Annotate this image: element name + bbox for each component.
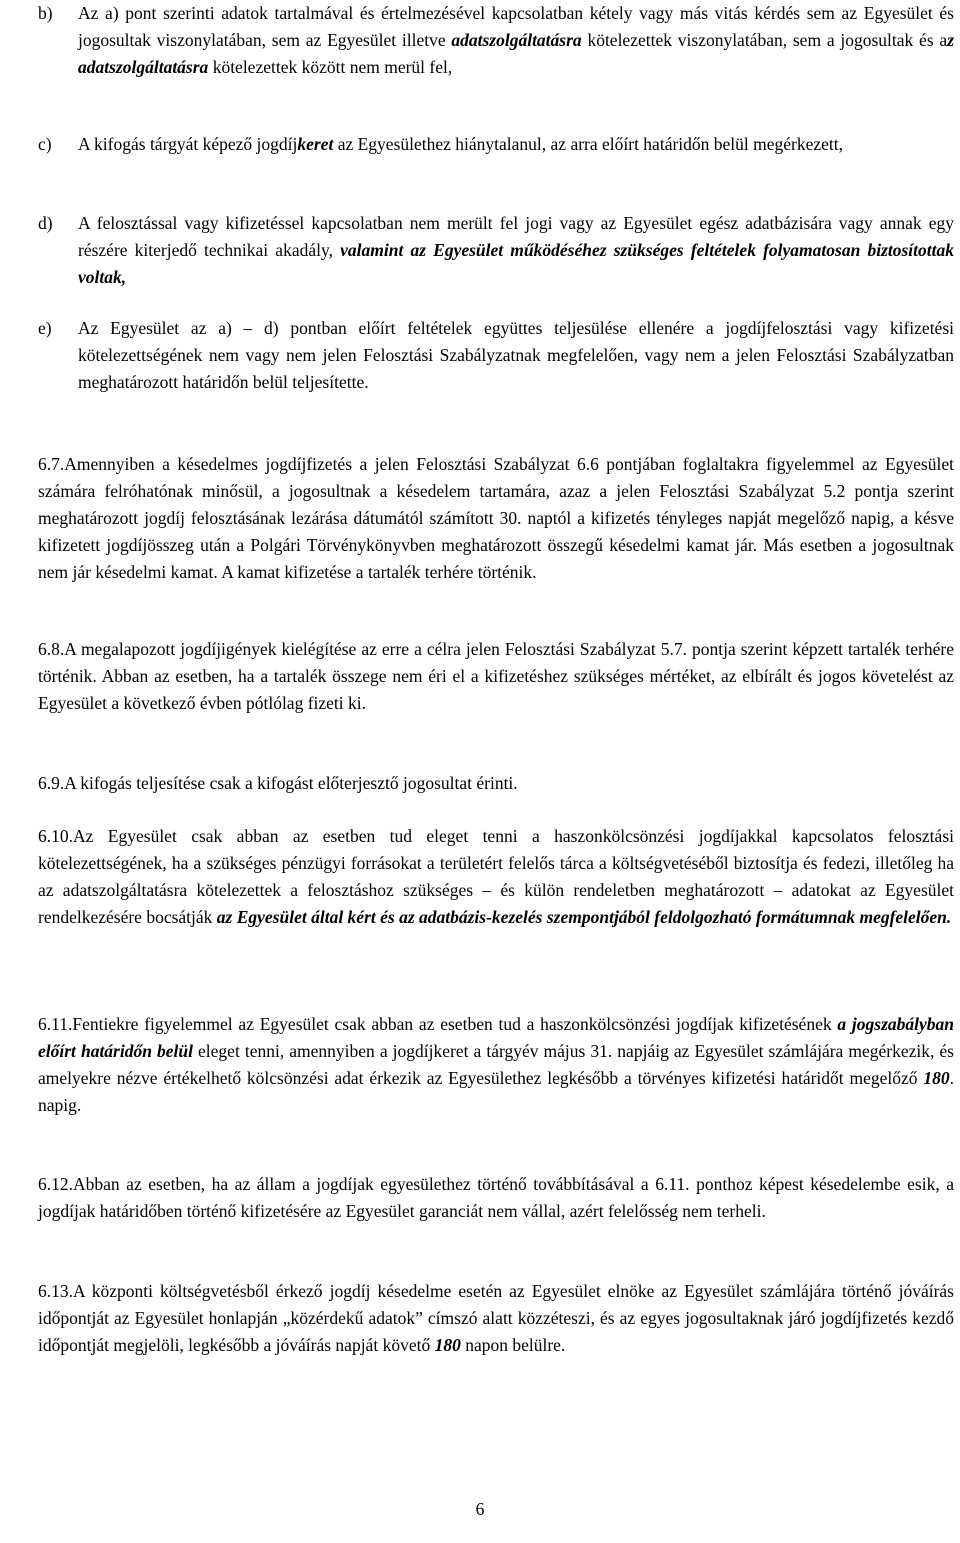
section-text: Abban az esetben, ha az állam a jogdíjak egyesülethez történő továbbításával a 6.11. ponthoz képest késedelembe esik, a jogdíjak határidőben történő kifizetésére az Egyesület garanciát nem vállal, azért felelősség nem terheli. <box>38 1174 954 1221</box>
list-item-b <box>38 0 954 81</box>
list-item-label: e) <box>38 318 52 338</box>
section-number: 6.11. <box>38 1014 73 1034</box>
list-item-e <box>38 315 954 396</box>
list-item-label: c) <box>38 134 52 154</box>
section-6-7 <box>38 451 954 586</box>
list-item-text: Az a) pont szerinti adatok tartalmával és értelmezésével kapcsolatban kétely vagy más vitás kérdés sem az Egyesület és jogosultak viszonylatában, sem az Egyesület illetve adatszolgáltatásra kötelezettek viszonylatában, sem a jogosultak és az adatszolgáltatásra kötelezettek között nem merül fel, <box>78 3 954 77</box>
section-number: 6.8. <box>38 639 65 659</box>
list-item-c <box>38 131 954 158</box>
list-item-label: d) <box>38 213 53 233</box>
list-item-d <box>38 210 954 291</box>
page-number: 6 <box>475 1499 485 1519</box>
list-item-text: A felosztással vagy kifizetéssel kapcsolatban nem merült fel jogi vagy az Egyesület egész adatbázisára vagy annak egy részére kiterjedő technikai akadály, valamint az Egyesület működéséhez szükséges feltételek folyamatosan biztosítottak voltak, <box>78 213 954 287</box>
section-text: A kifogás teljesítése csak a kifogást előterjesztő jogosultat érinti. <box>64 773 518 793</box>
section-number: 6.10. <box>38 826 73 846</box>
section-number: 6.9. <box>38 773 65 793</box>
section-6-9 <box>38 770 954 797</box>
section-6-10: 6.10.Az Egyesület csak abban az esetben tud eleget tenni a haszonkölcsönzési jogdíjakkal kapcsolatos felosztási kötelezettségének, ha a szükséges pénzügyi forrásokat a területért felelős tárca a költségvetéséből biztosítja és fedezi, illetőleg ha az adatszolgáltatásra kötelezettek a felosztáshoz szükséges – és külön rendeletben meghatározott – adatokat az Egyesület rendelkezésére bocsátják az Egyesület által kért és az adatbázis-kezelés szempontjából feldolgozható formátumnak megfelelően. <box>38 826 954 927</box>
section-6-11: 6.11.Fentiekre figyelemmel az Egyesület csak abban az esetben tud a haszonkölcsönzési jogdíjak kifizetésének a jogszabályban előírt határidőn belül eleget tenni, amennyiben a jogdíjkeret a tárgyév május 31. napjáig az Egyesület számlájára megérkezik, és amelyekre nézve értékelhető kölcsönzési adat érkezik az Egyesülethez legkésőbb a törvényes kifizetési határidőt megelőző 180. napig. <box>38 1014 954 1115</box>
section-text: Amennyiben a késedelmes jogdíjfizetés a jelen Felosztási Szabályzat 6.6 pontjában foglaltakra figyelemmel az Egyesület számára felróhatónak minősül, a jogosultnak a késedelem tartamára, azaz a jelen Felosztási Szabályzat 5.2 pontja szerint meghatározott jogdíj felosztásának lezárása dátumától számított 30. naptól a kifizetés tényleges napját megelőző napig, a késve kifizetett jogdíjösszeg után a Polgári Törvénykönyvben meghatározott összegű késedelmi kamat jár. Más esetben a jogosultnak nem jár késedelmi kamat. A kamat kifizetése a tartalék terhére történik. <box>38 454 954 582</box>
section-number: 6.12. <box>38 1174 73 1194</box>
section-6-12 <box>38 1171 954 1225</box>
section-6-13: 6.13.A központi költségvetésből érkező jogdíj késedelme esetén az Egyesület elnöke az Egyesület számlájára történő jóváírás időpontját az Egyesület honlapján „közérdekű adatok” címszó alatt közzéteszi, és az egyes jogosultaknak járó jogdíjfizetés kezdő időpontját megjelöli, legkésőbb a jóváírás napját követő 180 napon belülre. <box>38 1281 954 1355</box>
section-6-8 <box>38 636 954 717</box>
list-item-text: Az Egyesület az a) – d) pontban előírt feltételek együttes teljesülése ellenére a jogdíjfelosztási vagy kifizetési kötelezettségének nem vagy nem jelen Felosztási Szabályzatnak megfelelően, vagy nem a jelen Felosztási Szabályzatban meghatározott határidőn belül teljesítette. <box>78 318 954 392</box>
list-item-label: b) <box>38 3 53 23</box>
list-item-text: A kifogás tárgyát képező jogdíjkeret az Egyesülethez hiánytalanul, az arra előírt határidőn belül megérkezett, <box>78 134 844 154</box>
section-text: A megalapozott jogdíjigények kielégítése az erre a célra jelen Felosztási Szabályzat 5.7. pontja szerint képzett tartalék terhére történik. Abban az esetben, ha a tartalék összege nem éri el a kifizetéshez szükséges mértéket, az elbírált és jogos követelést az Egyesület a következő évben pótlólag fizeti ki. <box>38 639 954 713</box>
section-number: 6.7. <box>38 454 65 474</box>
section-number: 6.13. <box>38 1281 73 1301</box>
